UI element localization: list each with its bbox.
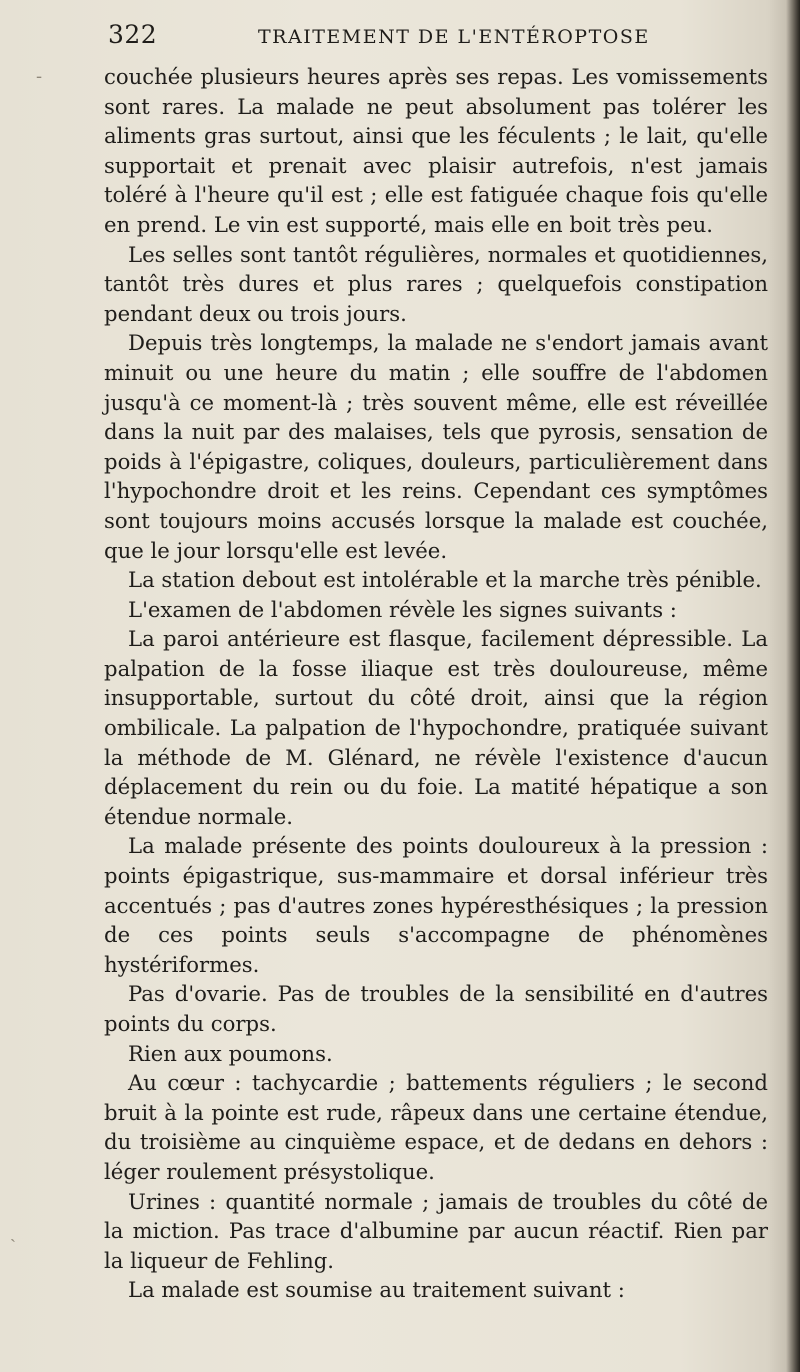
page-number: 322 <box>108 20 158 49</box>
running-head: TRAITEMENT DE L'ENTÉROPTOSE <box>258 26 650 48</box>
paragraph-8: Pas d'ovarie. Pas de troubles de la sensibilité en d'autres points du corps. <box>104 981 768 1036</box>
paragraph-4: La station debout est intolérable et la marche très pénible. <box>128 567 762 593</box>
paragraph-2: Les selles sont tantôt régulières, normales et quotidiennes, tantôt très dures et plus rares ; quelquefois constipation pendant deux ou trois jours. <box>104 241 768 326</box>
paper-speck: ‐ <box>36 66 43 87</box>
paragraph-9: Rien aux poumons. <box>128 1040 333 1066</box>
body-text <box>104 62 768 1305</box>
page-header <box>108 20 768 54</box>
paragraph-10: Au cœur : tachycardie ; battements réguliers ; le second bruit à la pointe est rude, râpeux dans une certaine étendue, du troisième au cinquième espace, et de dedans en dehors : léger roulement présystolique. <box>104 1070 768 1184</box>
paragraph-1: couchée plusieurs heures après ses repas. Les vomissements sont rares. La malade ne peut absolument pas tolérer les aliments gras surtout, ainsi que les féculents ; le lait, qu'elle supportait et prenait avec plaisir autrefois, n'est jamais toléré à l'heure qu'il est ; elle est fatiguée chaque fois qu'elle en prend. Le vin est supporté, mais elle en boit très peu. <box>104 64 768 237</box>
paragraph-7: La malade présente des points douloureux à la pression : points épigastrique, sus-mammaire et dorsal inférieur très accentués ; pas d'autres zones hypéresthésiques ; la pression de ces points seuls s'accompagne de phénomènes hystériformes. <box>104 833 768 977</box>
paragraph-11: Urines : quantité normale ; jamais de troubles du côté de la miction. Pas trace d'albumine par aucun réactif. Rien par la liqueur de Fehling. <box>104 1188 768 1273</box>
paper-speck: ˎ <box>10 1222 16 1243</box>
paragraph-6: La paroi antérieure est flasque, facilement dépressible. La palpation de la fosse iliaque est très douloureuse, même insupportable, surtout du côté droit, ainsi que la région ombilicale. La palpation de l'hypochondre, pratiquée suivant la méthode de M. Glénard, ne révèle l'existence d'aucun déplacement du rein ou du foie. La matité hépatique a son étendue normale. <box>104 626 768 829</box>
paragraph-5: L'examen de l'abdomen révèle les signes suivants : <box>128 596 677 622</box>
paragraph-12: La malade est soumise au traitement suivant : <box>128 1277 625 1303</box>
paragraph-3: Depuis très longtemps, la malade ne s'endort jamais avant minuit ou une heure du matin ; elle souffre de l'abdomen jusqu'à ce moment-là ; très souvent même, elle est réveillée dans la nuit par des malaises, tels que pyrosis, sensation de poids à l'épigastre, coliques, douleurs, particulièrement dans l'hypochondre droit et les reins. Cependant ces symptômes sont toujours moins accusés lorsque la malade est couchée, que le jour lorsqu'elle est levée. <box>104 330 768 563</box>
page-binding-shadow <box>786 0 800 1372</box>
